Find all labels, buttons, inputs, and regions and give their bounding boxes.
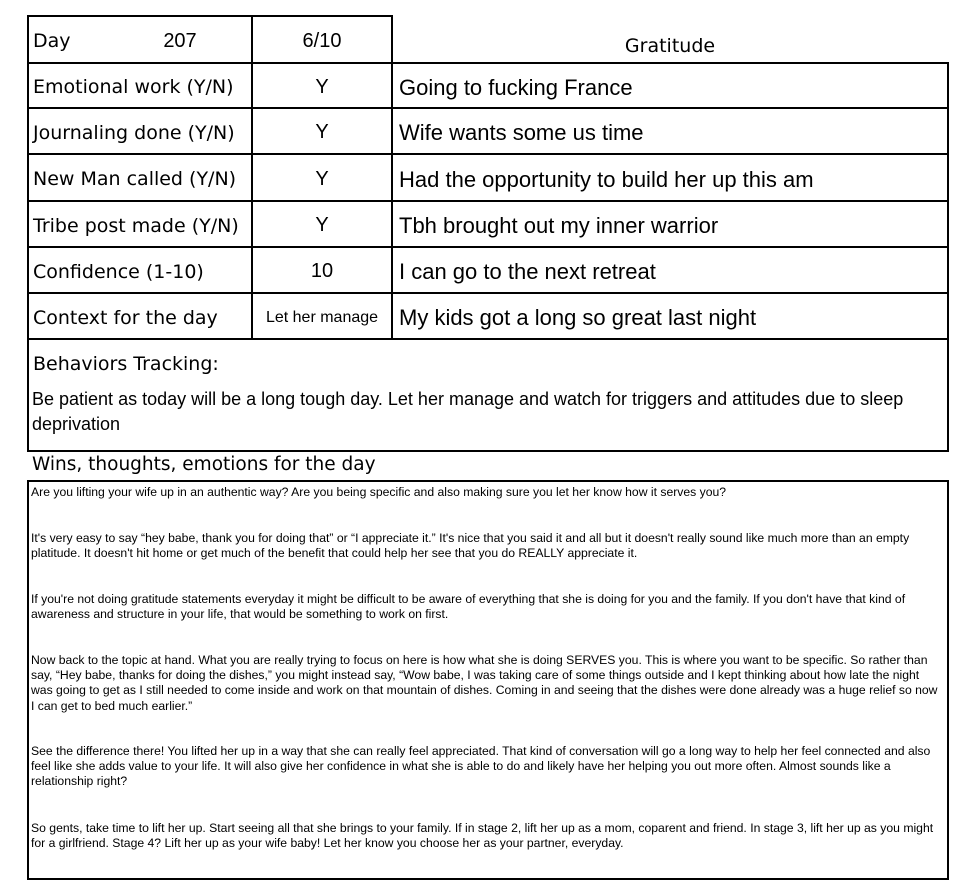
behaviors-title: Behaviors Tracking: — [33, 353, 219, 375]
date-text: 6/10 — [302, 29, 342, 52]
row-value-journaling: Y — [315, 121, 329, 143]
gratitude-heading — [393, 17, 947, 62]
gratitude-item-1: Going to fucking France — [399, 74, 633, 100]
row-value-context: Let her manage — [265, 308, 379, 326]
wins-paragraph-4: Now back to the topic at hand. What you are really trying to focus on here is how what she is doing SERVES you. This is where you want to be specific. So rather than say, “Hey babe, thanks for doing the dishes,” you might instead say, “Wow babe, I was taking care of some things outside and I kept thinking about how late the night was going to get as I still needed to come inside and work on that mountain of dishes. Coming in and seeing that the dishes were done already was a huge relief so now I can get to bed much earlier.” — [31, 653, 938, 713]
wins-paragraph-5: See the difference there! You lifted her up in a way that she can really feel appreciated. That kind of conversation will go a long way to help her feel connected and also feel like she adds value to your life. It will also give her confidence in what she is able to do and likely have her helping you out more often. Almost sounds like a relationship right? — [31, 744, 931, 789]
day-label-text: Day — [33, 30, 71, 52]
wins-paragraph-1: Are you lifting your wife up in an authentic way? Are you being specific and also making sure you let her know how it serves you? — [31, 485, 727, 499]
behaviors-text: Be patient as today will be a long tough day. Let her manage and watch for triggers and attitudes due to sleep deprivation — [32, 389, 904, 434]
wins-title: Wins, thoughts, emotions for the day — [32, 454, 376, 475]
gratitude-heading-text: Gratitude — [624, 34, 716, 57]
wins-paragraph-6: So gents, take time to lift her up. Start seeing all that she brings to your family. If in stage 2, lift her up as a mom, coparent and friend. In stage 3, lift her up as you might for a girlfriend. Stage 4? Lift her up as your wife baby! Let her know you choose her as your partner, everyday. — [31, 821, 934, 851]
gratitude-item-2: Wife wants some us time — [399, 120, 644, 145]
day-label — [29, 17, 149, 62]
day-number-text: 207 — [163, 29, 197, 52]
row-label-tribe-post: Tribe post made (Y/N) — [33, 214, 239, 237]
row-label-confidence: Confidence (1-10) — [33, 260, 204, 283]
row-value-tribe-post: Y — [315, 214, 329, 236]
gratitude-item-5: I can go to the next retreat — [399, 259, 656, 284]
gratitude-item-3: Had the opportunity to build her up this am — [399, 166, 814, 192]
gratitude-item-6: My kids got a long so great last night — [399, 305, 757, 330]
date-cell — [253, 17, 391, 62]
wins-paragraph-2: It's very easy to say “hey babe, thank you for doing that” or “I appreciate it.” It's nice that you said it and all but it doesn't really sound like much more than an empty platitude. It doesn't hit home or get much of the benefit that could help her see that you do REALLY appreciate it. — [31, 531, 910, 561]
day-number — [140, 17, 220, 62]
grid-line-behaviors-bottom — [27, 450, 949, 452]
row-label-context: Context for the day — [33, 306, 218, 329]
grid-line-row7 — [27, 338, 949, 340]
row-label-new-man-called: New Man called (Y/N) — [33, 168, 237, 190]
wins-paragraph-3: If you're not doing gratitude statements everyday it might be difficult to be aware of everything that she is doing for you and the family. If you don't have that kind of awareness and structure in your life, that would be something to work on first. — [31, 592, 906, 622]
grid-line-right — [947, 62, 949, 452]
row-value-confidence: 10 — [310, 260, 334, 282]
row-value-emotional-work: Y — [315, 75, 329, 98]
row-label-journaling: Journaling done (Y/N) — [33, 121, 235, 144]
gratitude-item-4: Tbh brought out my inner warrior — [399, 213, 719, 238]
row-value-new-man-called: Y — [315, 167, 329, 190]
row-label-emotional-work: Emotional work (Y/N) — [33, 76, 234, 98]
